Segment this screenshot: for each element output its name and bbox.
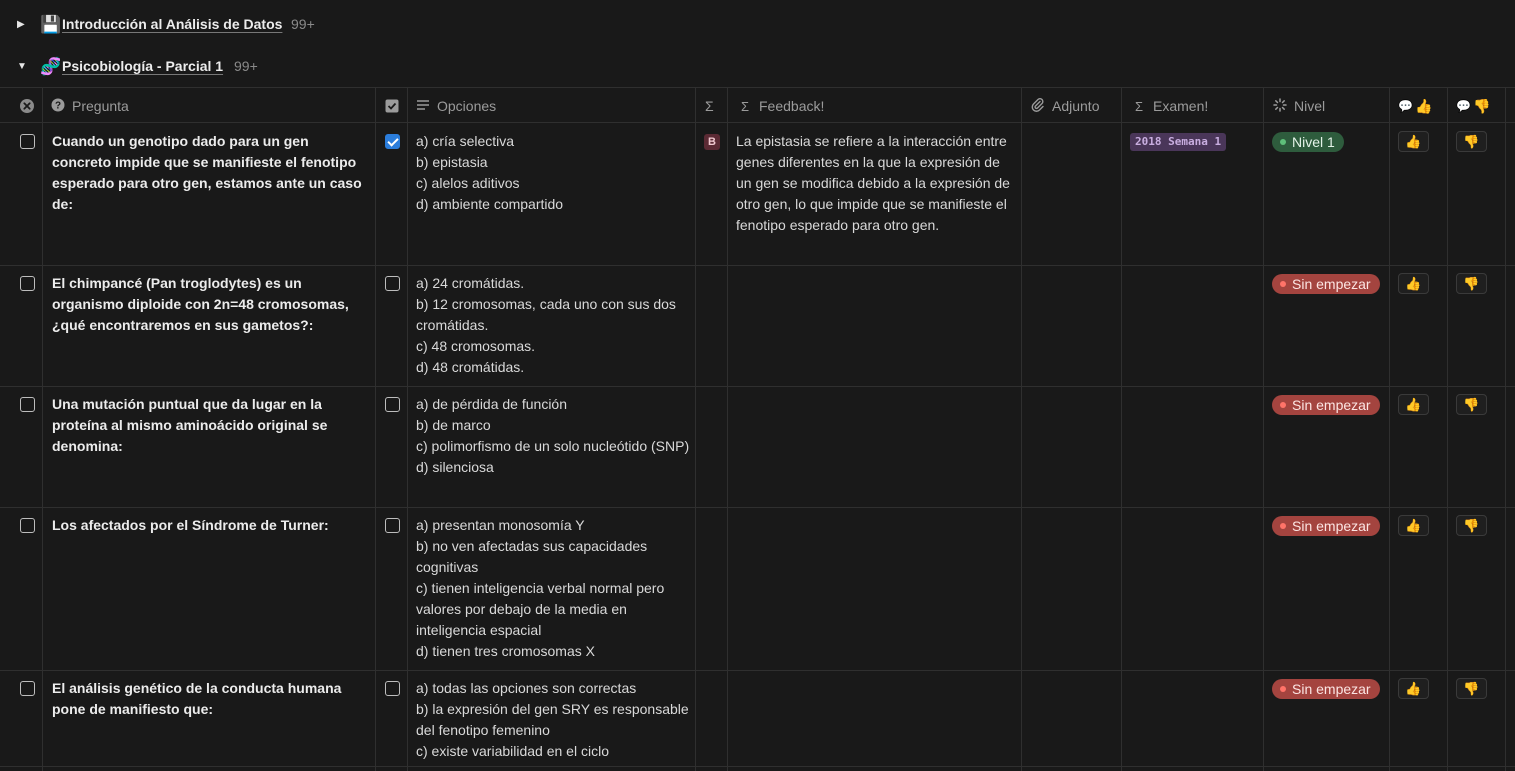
- status-dot-icon: [1280, 523, 1286, 529]
- column-divider: [727, 87, 728, 771]
- table-header: [0, 87, 1515, 123]
- status-dot-icon: [1280, 402, 1286, 408]
- group-count: 99+: [234, 58, 258, 74]
- answered-checkbox[interactable]: [385, 397, 400, 412]
- paperclip-icon: [1031, 98, 1045, 115]
- options-text[interactable]: a) 24 cromátidas. b) 12 cromosomas, cada uno con sus dos cromátidas. c) 48 cromosomas. d) 48 cromátidas.: [416, 275, 676, 375]
- thumbs-up-button[interactable]: 👍: [1398, 131, 1429, 152]
- collapsed-arrow-icon[interactable]: ▶: [17, 18, 25, 30]
- question-circle-icon: [51, 98, 65, 115]
- thumbs-up-button[interactable]: 👍: [1398, 678, 1429, 699]
- column-divider: [375, 87, 376, 771]
- thumbs-down-button[interactable]: 👎: [1456, 273, 1487, 294]
- row-select-checkbox[interactable]: [20, 134, 35, 149]
- column-header-feedback[interactable]: Σ Feedback!: [738, 88, 824, 124]
- status-badge[interactable]: Sin empezar: [1272, 274, 1380, 294]
- row-divider: [0, 766, 1515, 767]
- options-text[interactable]: a) de pérdida de función b) de marco c) polimorfismo de un solo nucleótido (SNP) d) silenciosa: [416, 396, 690, 475]
- column-divider: [407, 87, 408, 771]
- answer-letter-badge: B: [704, 134, 720, 150]
- dna-icon: 🧬: [40, 56, 62, 76]
- status-dot-icon: [1280, 139, 1286, 145]
- thumbs-down-icon: 👎: [1472, 97, 1491, 114]
- checkbox-column-icon[interactable]: [385, 88, 399, 124]
- exam-tag: 2018 Semana 1: [1130, 133, 1226, 151]
- thumbs-up-button[interactable]: 👍: [1398, 273, 1429, 294]
- question-text[interactable]: Cuando un genotipo dado para un gen concreto impide que se manifieste el fenotipo esperado para otro gen, estamos ante un caso de:: [52, 133, 362, 212]
- row-select-checkbox[interactable]: [20, 276, 35, 291]
- thumbs-up-icon: 👍: [1414, 97, 1433, 114]
- answered-checkbox[interactable]: [385, 518, 400, 533]
- sigma-icon: Σ: [1134, 98, 1144, 114]
- row-divider: [0, 386, 1515, 387]
- column-header-pregunta[interactable]: ? Pregunta: [51, 88, 129, 124]
- thumbs-down-button[interactable]: 👎: [1456, 394, 1487, 415]
- thumbs-down-button[interactable]: 👎: [1456, 131, 1487, 152]
- options-text[interactable]: a) presentan monosomía Y b) no ven afectadas sus capacidades cognitivas c) tienen inteligencia verbal normal pero valores por debajo de la media en inteligencia espacial d) tienen tres cromosomas X: [416, 517, 665, 659]
- column-header-opciones[interactable]: Opciones: [416, 88, 496, 124]
- status-badge[interactable]: Sin empezar: [1272, 395, 1380, 415]
- group-title[interactable]: Introducción al Análisis de Datos: [62, 16, 283, 32]
- status-dot-icon: [1280, 686, 1286, 692]
- feedback-text[interactable]: La epistasia se refiere a la interacción entre genes diferentes en la que la expresión de un gen se modifica debido a la expresión de otro gen, lo que impide que se manifieste el fenotipo esperado para otro gen.: [736, 133, 1010, 233]
- column-divider: [1389, 87, 1390, 771]
- column-divider: [1021, 87, 1022, 771]
- thumbs-down-button[interactable]: 👎: [1456, 678, 1487, 699]
- status-dot-icon: [1280, 281, 1286, 287]
- vote-icon: 💬: [1456, 99, 1471, 113]
- sigma-icon: Σ: [740, 98, 750, 114]
- floppy-disk-icon: 💾: [40, 14, 62, 34]
- column-header-thumbs-up[interactable]: [1398, 88, 1432, 124]
- column-header-thumbs-down[interactable]: [1456, 88, 1490, 124]
- clear-selection-icon[interactable]: [19, 88, 35, 124]
- question-text[interactable]: Los afectados por el Síndrome de Turner:: [52, 517, 329, 533]
- row-divider: [0, 265, 1515, 266]
- answered-checkbox[interactable]: [385, 134, 400, 149]
- group-count: 99+: [291, 16, 315, 32]
- question-text[interactable]: El chimpancé (Pan troglodytes) es un organismo diploide con 2n=48 cromosomas, ¿qué encontraremos en sus gametos?:: [52, 275, 349, 333]
- options-text[interactable]: a) cría selectiva b) epistasia c) alelos aditivos d) ambiente compartido: [416, 133, 564, 212]
- status-badge[interactable]: Nivel 1: [1272, 132, 1344, 152]
- question-text[interactable]: El análisis genético de la conducta humana pone de manifiesto que:: [52, 680, 342, 717]
- row-divider: [0, 507, 1515, 508]
- column-divider: [695, 87, 696, 771]
- row-select-checkbox[interactable]: [20, 681, 35, 696]
- thumbs-up-button[interactable]: 👍: [1398, 515, 1429, 536]
- thumbs-down-button[interactable]: 👎: [1456, 515, 1487, 536]
- status-badge[interactable]: Sin empezar: [1272, 516, 1380, 536]
- row-divider: [0, 670, 1515, 671]
- svg-text:?: ?: [54, 100, 62, 111]
- group-title[interactable]: Psicobiología - Parcial 1: [62, 58, 224, 74]
- status-badge[interactable]: Sin empezar: [1272, 679, 1380, 699]
- column-divider: [1505, 87, 1506, 771]
- text-lines-icon: [416, 99, 430, 114]
- column-header-formula[interactable]: [705, 88, 714, 124]
- column-divider: [1447, 87, 1448, 771]
- sigma-icon: Σ: [705, 98, 714, 114]
- row-select-checkbox[interactable]: [20, 397, 35, 412]
- column-divider: [1263, 87, 1264, 771]
- column-header-nivel[interactable]: Nivel: [1273, 88, 1325, 124]
- answered-checkbox[interactable]: [385, 276, 400, 291]
- column-divider: [1121, 87, 1122, 771]
- question-text[interactable]: Una mutación puntual que da lugar en la proteína al mismo aminoácido original se denomina:: [52, 396, 328, 454]
- expanded-arrow-icon[interactable]: ▼: [17, 60, 27, 72]
- column-header-examen[interactable]: Σ Examen!: [1132, 88, 1208, 124]
- column-header-adjunto[interactable]: Adjunto: [1031, 88, 1099, 124]
- row-select-checkbox[interactable]: [20, 518, 35, 533]
- status-spinner-icon: [1273, 98, 1287, 115]
- options-text[interactable]: a) todas las opciones son correctas b) la expresión del gen SRY es responsable del fenotipo femenino c) existe variabilidad en el ciclo: [416, 680, 689, 759]
- column-divider: [42, 87, 43, 771]
- thumbs-up-button[interactable]: 👍: [1398, 394, 1429, 415]
- vote-icon: 💬: [1398, 99, 1413, 113]
- answered-checkbox[interactable]: [385, 681, 400, 696]
